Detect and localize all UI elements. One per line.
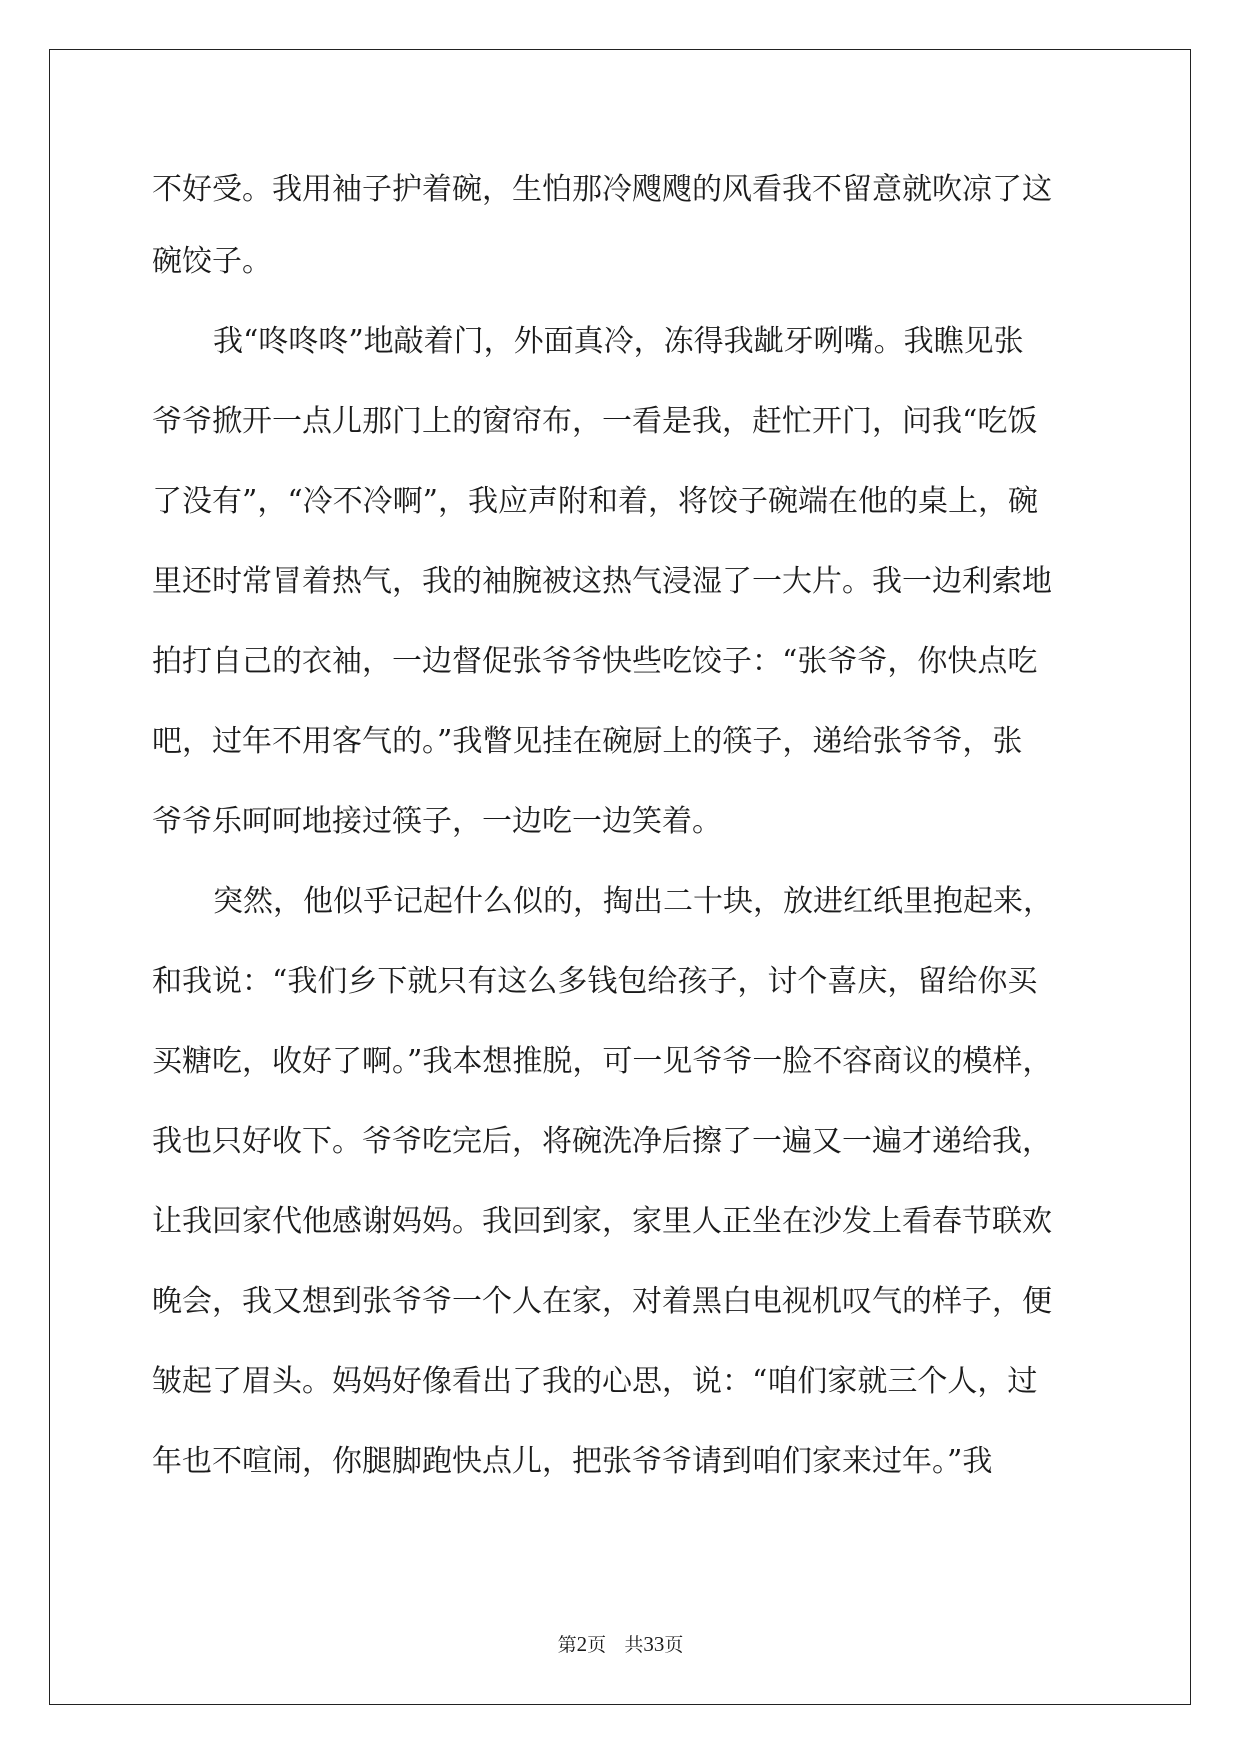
- total-suffix: 页: [664, 1634, 684, 1656]
- page-number: 2: [576, 1632, 588, 1656]
- paragraph-start-line: 我“咚咚咚”地敲着门，外面真冷，冻得我龇牙咧嘴。我瞧见张: [213, 324, 1024, 359]
- page-prefix: 第: [557, 1634, 577, 1656]
- text-line: 不好受。我用袖子护着碗，生怕那冷飕飕的风看我不留意就吹凉了这: [152, 172, 1052, 207]
- text-line: 让我回家代他感谢妈妈。我回到家，家里人正坐在沙发上看春节联欢: [152, 1204, 1052, 1239]
- text-line: 晚会，我又想到张爷爷一个人在家，对着黑白电视机叹气的样子，便: [152, 1284, 1052, 1319]
- page-footer: [0, 1632, 1241, 1657]
- text-line: 买糖吃，收好了啊。”我本想推脱，可一见爷爷一脸不容商议的模样，: [152, 1044, 1053, 1079]
- paragraph-start-line: 突然，他似乎记起什么似的，掏出二十块，放进红纸里抱起来，: [213, 884, 1053, 919]
- text-line: 了没有”，“冷不冷啊”，我应声附和着，将饺子碗端在他的桌上，碗: [152, 484, 1039, 519]
- text-line: 吧，过年不用客气的。”我瞥见挂在碗厨上的筷子，递给张爷爷，张: [152, 724, 1023, 759]
- text-line: 我也只好收下。爷爷吃完后，将碗洗净后擦了一遍又一遍才递给我，: [152, 1124, 1052, 1159]
- text-line: 拍打自己的衣袖，一边督促张爷爷快些吃饺子：“张爷爷，你快点吃: [152, 644, 1038, 679]
- text-line: 里还时常冒着热气，我的袖腕被这热气浸湿了一大片。我一边利索地: [152, 564, 1052, 599]
- text-line: 爷爷掀开一点儿那门上的窗帘布，一看是我，赶忙开门，问我“吃饭: [152, 404, 1038, 439]
- total-pages: 33: [643, 1632, 665, 1656]
- text-line: 爷爷乐呵呵地接过筷子，一边吃一边笑着。: [152, 804, 722, 839]
- text-line: 皱起了眉头。妈妈好像看出了我的心思，说：“咱们家就三个人，过: [152, 1364, 1038, 1399]
- text-line: 和我说：“我们乡下就只有这么多钱包给孩子，讨个喜庆，留给你买: [152, 964, 1038, 999]
- page-suffix: 页: [587, 1634, 607, 1656]
- total-prefix: 共: [624, 1634, 644, 1656]
- text-line: 年也不喧闹，你腿脚跑快点儿，把张爷爷请到咱们家来过年。”我: [152, 1444, 993, 1479]
- text-line: 碗饺子。: [152, 244, 272, 279]
